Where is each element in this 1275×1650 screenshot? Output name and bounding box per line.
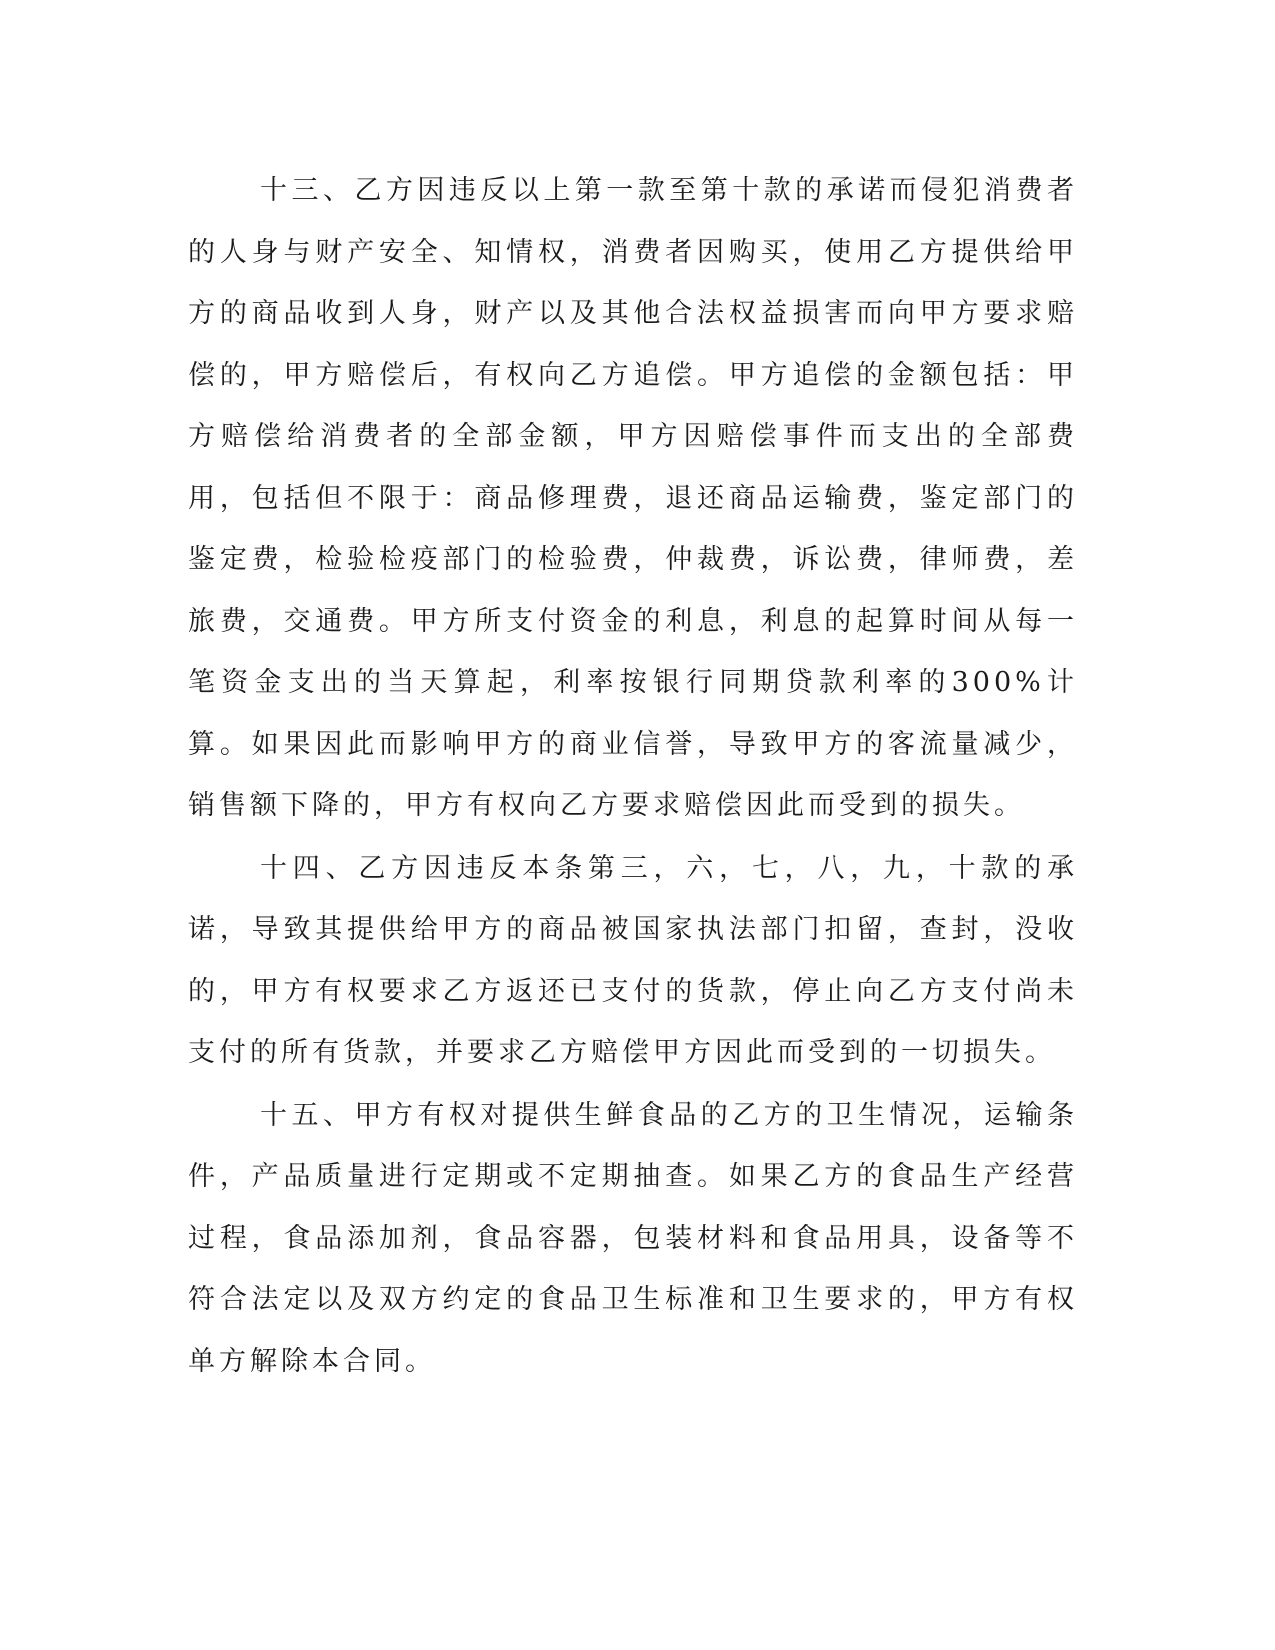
paragraph-clause-14: 十四、乙方因违反本条第三，六，七，八，九，十款的承诺，导致其提供给甲方的商品被国家执法部门扣留，查封，没收的，甲方有权要求乙方返还已支付的货款，停止向乙方支付尚未支付的所有货款，并要求乙方赔偿甲方因此而受到的一切损失。 bbox=[188, 852, 1078, 1068]
paragraph-clause-15: 十五、甲方有权对提供生鲜食品的乙方的卫生情况，运输条件，产品质量进行定期或不定期抽查。如果乙方的食品生产经营过程，食品添加剂，食品容器，包装材料和食品用具，设备等不符合法定以及双方约定的食品卫生标准和卫生要求的，甲方有权单方解除本合同。 bbox=[188, 1099, 1078, 1377]
document-body bbox=[188, 160, 1078, 1393]
paragraph-clause-13: 十三、乙方因违反以上第一款至第十款的承诺而侵犯消费者的人身与财产安全、知情权，消费者因购买，使用乙方提供给甲方的商品收到人身，财产以及其他合法权益损害而向甲方要求赔偿的，甲方赔偿后，有权向乙方追偿。甲方追偿的金额包括：甲方赔偿给消费者的全部金额，甲方因赔偿事件而支出的全部费用，包括但不限于：商品修理费，退还商品运输费，鉴定部门的鉴定费，检验检疫部门的检验费，仲裁费，诉讼费，律师费，差旅费，交通费。甲方所支付资金的利息，利息的起算时间从每一笔资金支出的当天算起，利率按银行同期贷款利率的300%计算。如果因此而影响甲方的商业信誉，导致甲方的客流量减少，销售额下降的，甲方有权向乙方要求赔偿因此而受到的损失。 bbox=[188, 175, 1078, 821]
